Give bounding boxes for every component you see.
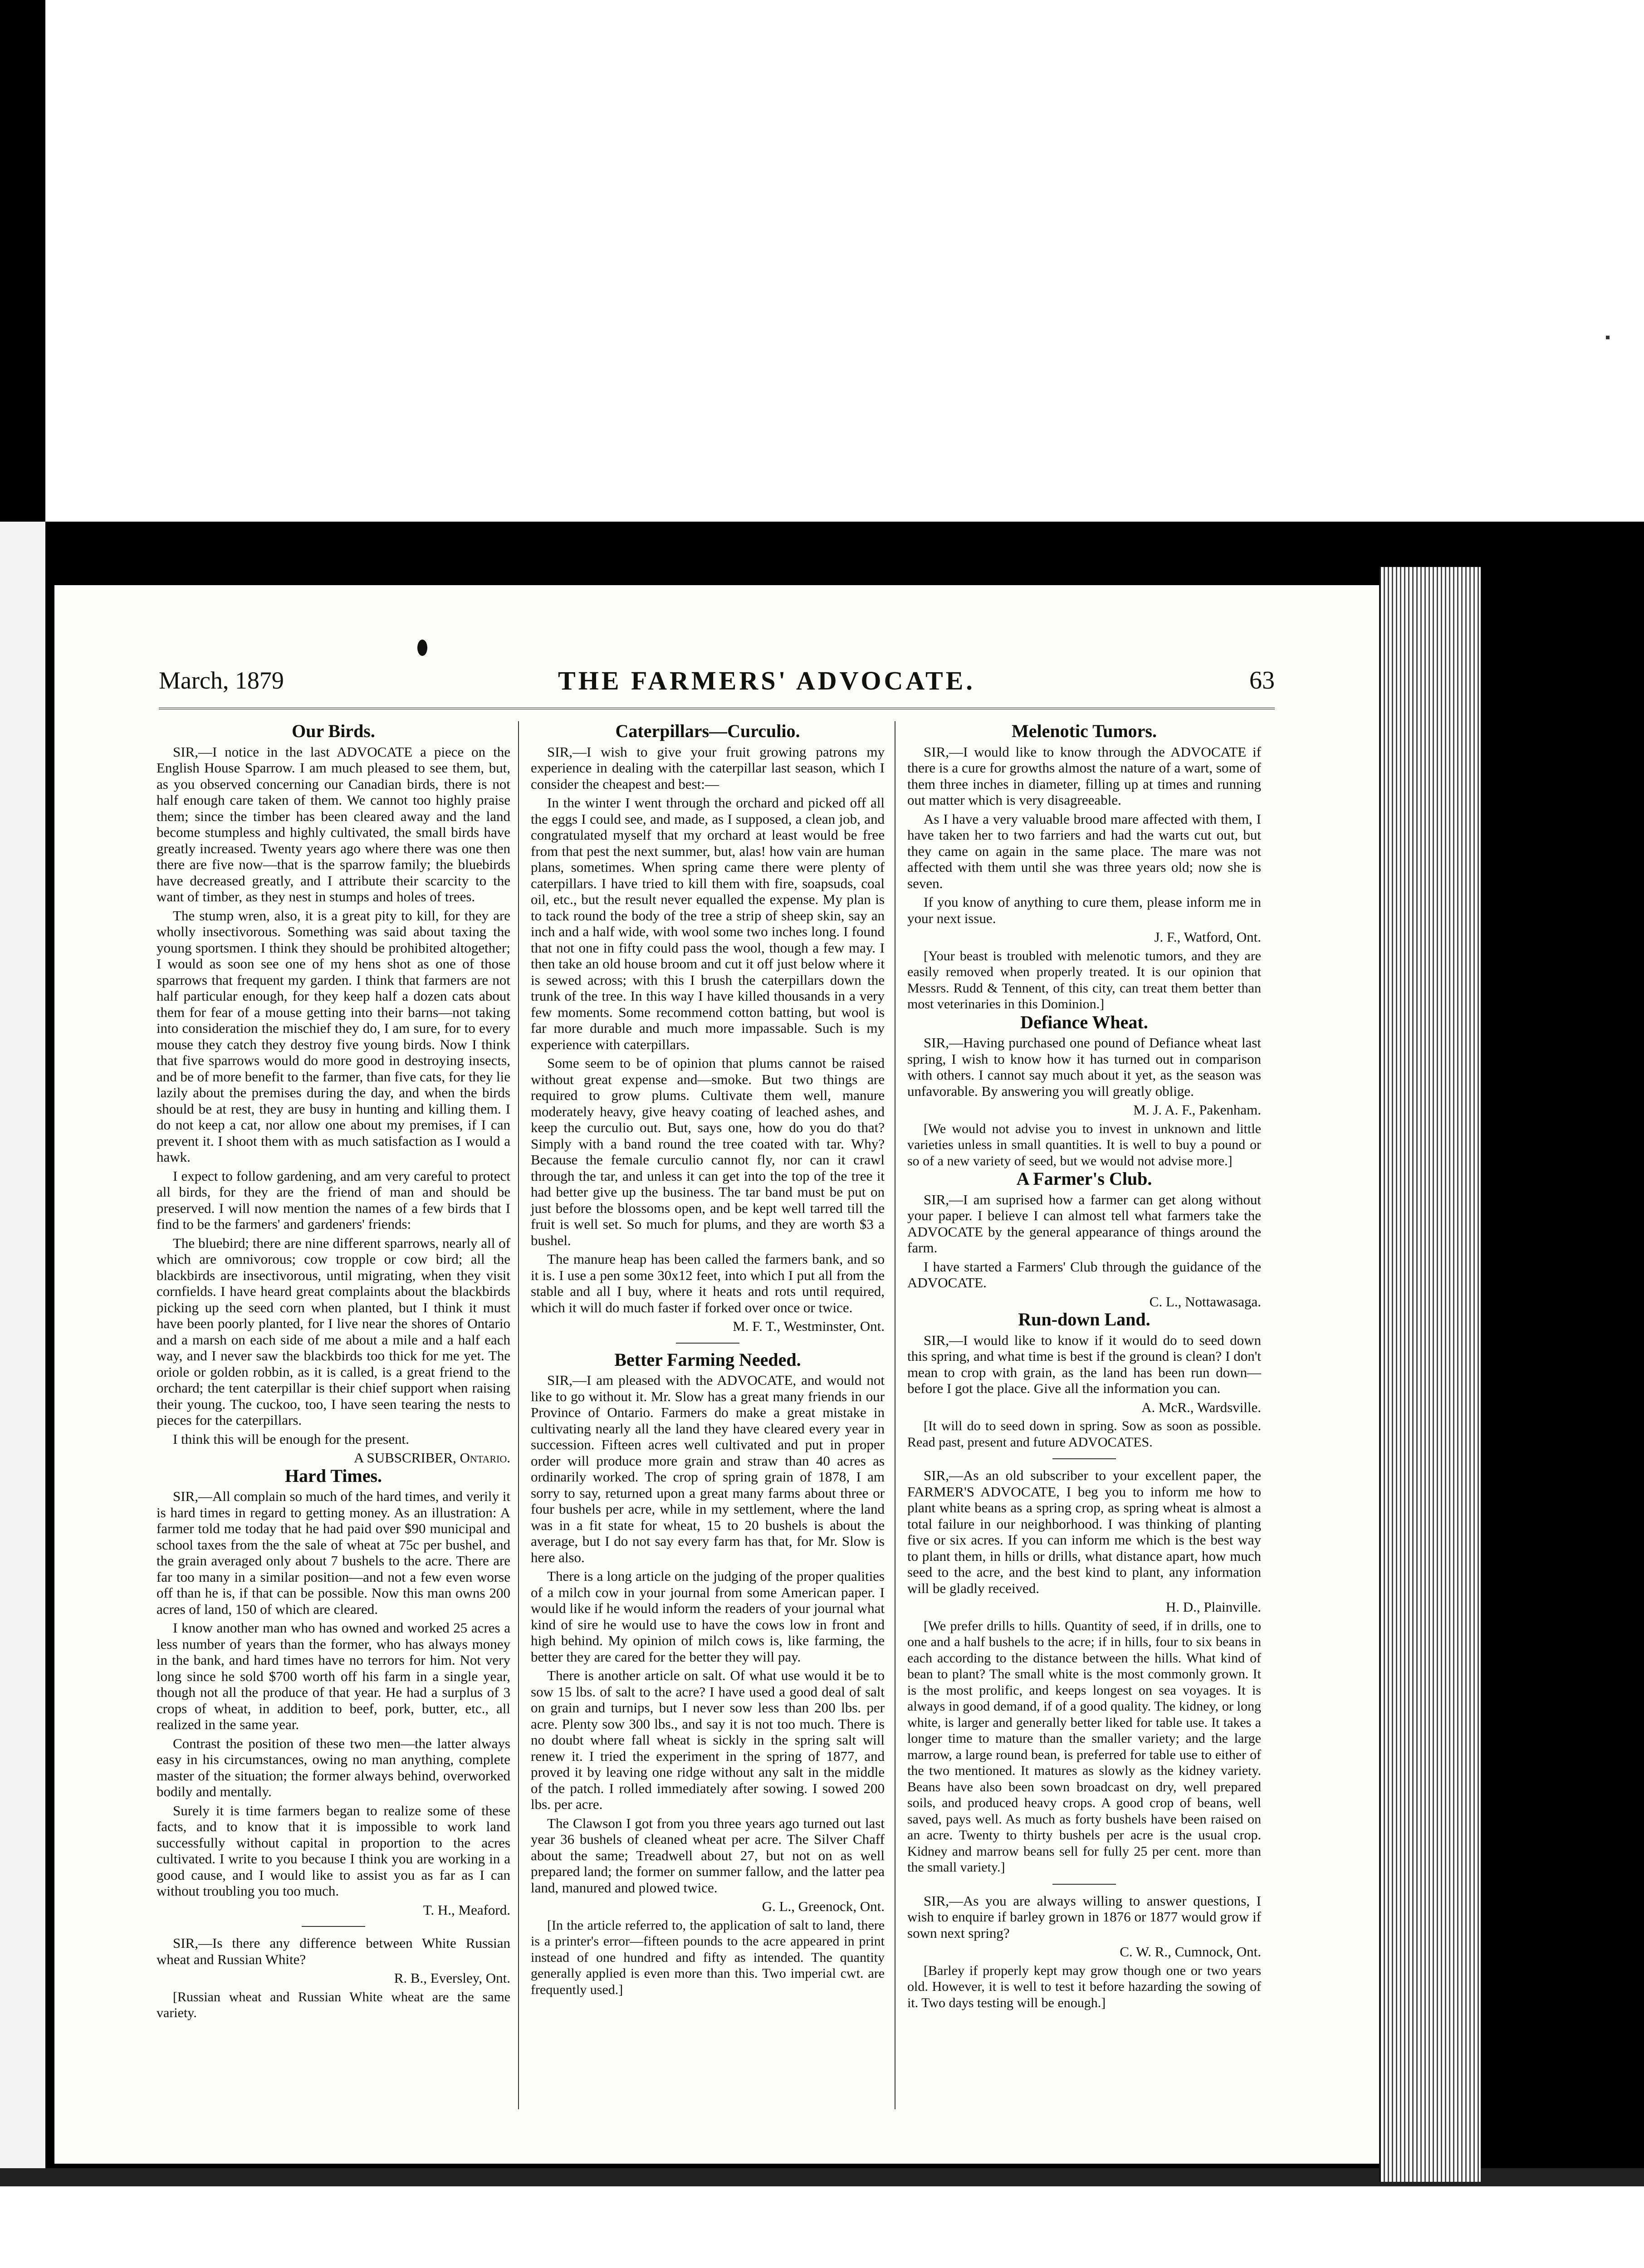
column-rule [518, 721, 519, 2109]
article-paragraph: SIR,—I am pleased with the ADVOCATE, and would not like to go without it. Mr. Slow has a great many friends in our Province of Ontario. Farmers do make a great mistake in cultivating nearly all the land they have cleared every year in succession. Fifteen acres well cultivated and put in proper order will produce more grain and straw than 40 acres as ordinarily worked. The crop of spring grain of 1878, I am sorry to say, returned upon a great many farms about three or four bushels per acre, while in my settlement, where the land was in a fit state for wheat, 15 to 20 bushels is about the average, but I do not say every farm has that, for Mr. Slow is here also. [531, 1372, 885, 1565]
editor-note: [In the article referred to, the application of salt to land, there is a printer's error—fifteen pounds to the acre appeared in print instead of one hundred and fifty as intended. The quantity generally applied is even more than this. Two imperial cwt. are frequently used.] [531, 1917, 885, 1997]
editor-note: [We would not advise you to invest in unknown and little varieties unless in small quantities. It is well to buy a pound or so of a new variety of seed, but we would not advise more.] [907, 1121, 1261, 1168]
article-paragraph: Surely it is time farmers began to realize some of these facts, and to know that it is impossible to work land successfully without capital in proportion to the acres cultivated. I write to you because I think you are working in a good cause, and I would like to assist you as far as I can without troubling you too much. [157, 1802, 510, 1899]
article-title: Caterpillars—Curculio. [615, 721, 800, 741]
article-paragraph: In the winter I went through the orchard and picked off all the eggs I could see, and made, as I supposed, a clean job, and congratulated myself that my orchard at least would be free from that pest the next summer, but, alas! how vain are human plans, sometimes. When spring came there were plenty of caterpillars. I have tried to kill them with fire, soapsuds, coal oil, etc., but the result never equalled the expense. My plan is to tack round the body of the tree a strip of sheep skin, say an inch and a half wide, with wool some two inches long. I found that not one in fifty could pass the wool, though a few may. I then take an old house broom and cut it off just below where it is sewed across; with this I brush the caterpillars down the trunk of the tree. In this way I have killed thousands in a very few moments. Some recommend cotton batting, but wool is far more durable and much more impassable. Such is my experience with caterpillars. [531, 795, 885, 1052]
divider [302, 1926, 365, 1927]
editor-note: [We prefer drills to hills. Quantity of seed, if in drills, one to one and a half bushels to the acre; if in hills, four to six beans in each according to the distance between the hills. What kind of bean to plant? The small white is the most commonly grown. It is the most prolific, and keeps longest on sea voyages. It is always in good demand, if of a good quality. The kidney, or long white, is larger and generally better liked for table use. It takes a longer time to mature than the smaller variety; and the large marrow, a large round bean, is preferred for table use to either of the two mentioned. It matures as slowly as the kidney variety. Beans have also been sown broadcast on dry, well prepared soils, and produced heavy crops. A good crop of beans, well saved, pays well. As much as forty bushels have been raised on an acre. Twenty to thirty bushels per acre is the usual crop. Kidney and marrow beans sell for fully 25 per cent. more than the small variety.] [907, 1618, 1261, 1875]
article-paragraph: The stump wren, also, it is a great pity to kill, for they are wholly insectivorous. Something was said about taxing the young sportsmen. I think they should be prohibited altogether; I would as soon see one of my hens shot as one of those sparrows that frequent my garden. I think that farmers are not half particular enough, for they keep half a dozen cats about them for fear of a mouse getting into their barns—not taking into consideration the mischief they do, I am sure, for to every mouse they catch they destroy five young birds. Now I think that five sparrows would do more good in destroying insects, and be of more benefit to the farmer, than five cats, for they lie lazily about the premises during the day, and when the birds should be at rest, they are busy in hunting and killing them. I do not keep a cat, nor allow one about my premises, if I can prevent it. I shoot them with as much satisfaction as I would a hawk. [157, 907, 510, 1165]
article-title: Defiance Wheat. [1020, 1012, 1148, 1032]
article-paragraph: As I have a very valuable brood mare affected with them, I have taken her to two farriers and had the warts cut out, but they came on again in the same place. The mare was not affected with them until she was three years old; now she is seven. [907, 811, 1261, 891]
article-paragraph: There is another article on salt. Of what use would it be to sow 15 lbs. of salt to the acre? I have used a good deal of salt on grain and turnips, but I never sow less than 200 lbs. per acre. Plenty sow 300 lbs., and say it is not too much. There is no doubt where fall wheat is sickly in the spring salt will renew it. I tried the experiment in the spring of 1877, and proved it by leaving one ridge without any salt in the middle of the patch. I rolled immediately after sowing. I sowed 200 lbs. per acre. [531, 1667, 885, 1812]
article-paragraph: I expect to follow gardening, and am very careful to protect all birds, for they are the friend of man and should be preserved. I will now mention the names of a few birds that I find to be the farmers' and gardeners' friends: [157, 1168, 510, 1232]
article-paragraph: Some seem to be of opinion that plums cannot be raised without great expense and—smoke. But two things are required to grow plums. Cultivate them well, manure moderately heavy, give heavy coating of leached ashes, and keep the curculio out. But, says one, how do you do that? Simply with a band round the tree coated with tar. Why? Because the female curculio cannot fly, nor can it crawl through the tar, and unless it can get into the top of the tree it had better give up the business. The tar band must be put on just before the blossoms open, and be kept well tarred till the fruit is well set. So much for plums, and they are worth $3 a bushel. [531, 1055, 885, 1248]
signature: R. B., Eversley, Ont. [394, 1970, 510, 1986]
article-paragraph: The bluebird; there are nine different sparrows, nearly all of which are omnivorous; cow tropple or cow bird; all the blackbirds are insectivorous, until migrating, when they visit cornfields. I have heard great complaints about the blackbirds picking up the seed corn when planted, but I think it must have been poorly planted, for I live near the shores of Ontario and a marsh on each side of me about a mile and a half each way, and I never saw the blackbirds too thick for me yet. The oriole or golden robbin, as it is called, is a great friend to the orchard; the tent caterpillar is their chief support when raising their young. The cuckoo, too, I have seen tearing the nests to pieces for the caterpillars. [157, 1235, 510, 1428]
article-title: Run-down Land. [1018, 1309, 1150, 1330]
article-title: Hard Times. [284, 1465, 382, 1486]
scan-background-top [45, 0, 1644, 522]
page-header [159, 653, 1275, 709]
article-paragraph: SIR,—I would like to know if it would do to seed down this spring, and what time is best if the ground is clean? I don't mean to crop with grain, as the land has been run down—before I got the place. Give all the information you can. [907, 1332, 1261, 1396]
page-number: 63 [1249, 666, 1275, 694]
previous-page-edge [0, 522, 45, 2200]
article-paragraph: SIR,—Is there any difference between White Russian wheat and Russian White? [157, 1935, 510, 1967]
signature: J. F., Watford, Ont. [1154, 929, 1261, 945]
scan-background-bottom [0, 2186, 1644, 2268]
signature: G. L., Greenock, Ont. [762, 1898, 885, 1914]
article-paragraph: I have started a Farmers' Club through the guidance of the ADVOCATE. [907, 1258, 1261, 1290]
article-title: Our Birds. [292, 721, 375, 741]
divider [676, 1343, 739, 1344]
article-paragraph: I know another man who has owned and worked 25 acres a less number of years than the former, who has always money in the bank, and hard times have no terrors for him. Not very long since he sold $700 worth off his farm in a single year, though not all the produce of that year. He had a surplus of 3 crops of wheat, in addition to beef, pork, butter, etc., all realized in the same year. [157, 1620, 510, 1732]
signature: C. W. R., Cumnock, Ont. [1120, 1944, 1261, 1960]
editor-note: [Your beast is troubled with melenotic tumors, and they are easily removed when properly treated. It is our opinion that Messrs. Rudd & Tennent, of this city, can treat them better than most veterinaries in this Dominion.] [907, 948, 1261, 1012]
article-title: A Farmer's Club. [1016, 1168, 1152, 1189]
signature: M. F. T., Westminster, Ont. [733, 1318, 885, 1334]
column-2 [531, 721, 885, 1998]
article-paragraph: SIR,—I wish to give your fruit growing patrons my experience in dealing with the caterpillar last season, which I consider the cheapest and best:— [531, 743, 885, 792]
editor-note: [Barley if properly kept may grow though one or two years old. However, it is well to test it before hazarding the sowing of it. Two days testing will be enough.] [907, 1963, 1261, 2010]
newspaper-page [54, 585, 1379, 2164]
column-1 [157, 721, 510, 2021]
article-paragraph: The Clawson I got from you three years ago turned out last year 36 bushels of cleaned wheat per acre. The Silver Chaff about the same; Treadwell about 27, but not on as well prepared land; the former on summer fallow, and the latter pea land, manured and plowed twice. [531, 1815, 885, 1896]
article-paragraph: SIR,—I am suprised how a farmer can get along without your paper. I believe I can almost tell what farmers take the ADVOCATE by the general appearance of things around the farm. [907, 1191, 1261, 1256]
signature: T. H., Meaford. [423, 1901, 510, 1918]
page-stack-edge [1379, 567, 1481, 2182]
scan-speck [1606, 336, 1610, 339]
signature: H. D., Plainville. [1165, 1599, 1261, 1615]
article-paragraph: I think this will be enough for the present. [173, 1431, 409, 1447]
article-paragraph: SIR,—As you are always willing to answer questions, I wish to enquire if barley grown in 1876 or 1877 would grow if sown next spring? [907, 1892, 1261, 1941]
signature: A. McR., Wardsville. [1141, 1399, 1261, 1415]
article-paragraph: Contrast the position of these two men—the latter always easy in his circumstances, owing no man anything, complete master of the situation; the former always behind, overworked bodily and mentally. [157, 1735, 510, 1799]
article-paragraph: SIR,—As an old subscriber to your excellent paper, the FARMER'S ADVOCATE, I beg you to inform me how to plant white beans as a spring crop, as spring wheat is almost a total failure in our neighborhood. I was thinking of planting five or six acres. If you can inform me which is the best way to plant them, in hills or drills, what distance apart, how much seed to the acre, and the best kind to plant, any information will be gladly received. [907, 1467, 1261, 1596]
article-paragraph: SIR,—All complain so much of the hard times, and verily it is hard times in regard to getting money. As an illustration: A farmer told me today that he had paid over $90 municipal and school taxes from the the sale of wheat at 75c per bushel, and the grain averaged only about 7 bushels to the acre. There are far too many in a similar position—and not a few even worse off than he is, if that can be possible. Now this man owns 200 acres of land, 150 of which are cleared. [157, 1488, 510, 1617]
editor-note: [It will do to seed down in spring. Sow as soon as possible. Read past, present and future ADVOCATES. [907, 1418, 1261, 1450]
article-paragraph: SIR,—I notice in the last ADVOCATE a piece on the English House Sparrow. I am much pleased to see them, but, as you observed concerning our Canadian birds, there is not half enough care taken of them. We cannot too highly praise them; since the timber has been cleared away and the land become stumpless and highly cultivated, the small birds have greatly increased. Twenty years ago where there was one then there are five now—that is the sparrow family; the bluebirds have decreased greatly, and I attribute their scarcity to the want of timber, as they nest in stumps and holes of trees. [157, 743, 510, 904]
article-paragraph: If you know of anything to cure them, please inform me in your next issue. [907, 894, 1261, 926]
article-paragraph: There is a long article on the judging of the proper qualities of a milch cow in your journal from some American paper. I would like if he would inform the readers of your journal what kind of sire he would use to have the cows low in front and high behind. My opinion of milch cows is, like farming, the better they are cared for the better they will pay. [531, 1568, 885, 1665]
article-title: Better Farming Needed. [614, 1349, 801, 1370]
divider [1052, 1884, 1116, 1885]
article-paragraph: SIR,—I would like to know through the ADVOCATE if there is a cure for growths almost the nature of a wart, some of them three inches in diameter, filling up at times and running out matter which is very disagreeable. [907, 743, 1261, 808]
issue-date: March, 1879 [159, 667, 284, 694]
signature: C. L., Nottawasaga. [1149, 1293, 1261, 1310]
signature: M. J. A. F., Pakenham. [1133, 1102, 1261, 1118]
signature: A SUBSCRIBER, Ontario. [354, 1450, 510, 1466]
article-paragraph: The manure heap has been called the farmers bank, and so it is. I use a pen some 30x12 feet, into which I put all from the stable and all I buy, where it heats and rots until required, which it will do much faster if forked over once or twice. [531, 1251, 885, 1315]
article-paragraph: SIR,—Having purchased one pound of Defiance wheat last spring, I wish to know how it has turned out in comparison with others. I cannot say much about it yet, as the season was unfavorable. By answering you will greatly oblige. [907, 1035, 1261, 1099]
editor-note: [Russian wheat and Russian White wheat are the same variety. [157, 1989, 510, 2020]
masthead: THE FARMERS' ADVOCATE. [558, 665, 975, 695]
article-title: Melenotic Tumors. [1012, 721, 1157, 741]
column-3 [907, 721, 1261, 2011]
divider [1052, 1458, 1116, 1459]
